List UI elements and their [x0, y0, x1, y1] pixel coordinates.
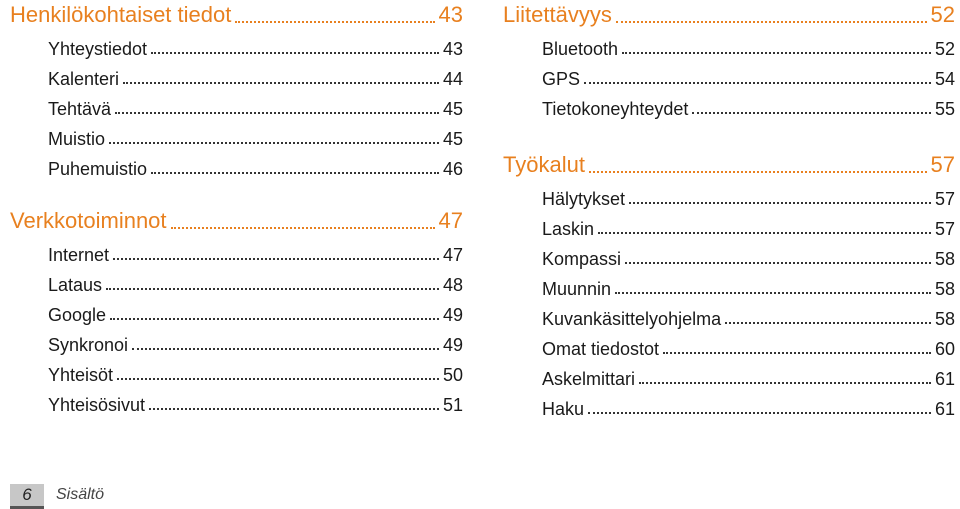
toc-entry[interactable]	[10, 124, 463, 154]
toc-entry-title: Kompassi	[542, 249, 622, 269]
toc-entry-title: Muistio	[48, 129, 106, 149]
toc-entry-title: Synkronoi	[48, 335, 129, 355]
toc-entry-title: Lataus	[48, 275, 103, 295]
toc-entry-title: Kalenteri	[48, 69, 120, 89]
leader-dots	[584, 82, 931, 84]
toc-heading-page: 47	[438, 208, 463, 233]
leader-dots	[109, 142, 439, 144]
toc-entry[interactable]	[10, 94, 463, 124]
toc-entry[interactable]	[503, 364, 955, 394]
leader-dots	[110, 318, 439, 320]
toc-entry-title: Yhteisöt	[48, 365, 114, 385]
leader-dots	[106, 288, 439, 290]
toc-entry[interactable]	[503, 304, 955, 334]
leader-dots	[171, 227, 435, 229]
leader-dots	[117, 378, 439, 380]
leader-dots	[113, 258, 439, 260]
toc-entry-page: 60	[934, 339, 955, 359]
toc-left-column	[10, 0, 463, 420]
toc-entry[interactable]	[503, 244, 955, 274]
footer-label: Sisältö	[56, 486, 105, 503]
toc-entry-title: Haku	[542, 399, 585, 419]
toc-entry[interactable]	[503, 184, 955, 214]
leader-dots	[639, 382, 931, 384]
toc-entry[interactable]	[503, 34, 955, 64]
toc-entry[interactable]	[10, 34, 463, 64]
toc-entry-page: 50	[442, 365, 463, 385]
toc-entry-page: 47	[442, 245, 463, 265]
leader-dots	[629, 202, 931, 204]
toc-section-liitettavyys	[503, 0, 955, 124]
toc-entry[interactable]	[10, 64, 463, 94]
toc-entry-page: 43	[442, 39, 463, 59]
toc-entry[interactable]	[503, 64, 955, 94]
leader-dots	[616, 21, 927, 23]
page-number: 6	[22, 485, 32, 504]
leader-dots	[149, 408, 439, 410]
toc-right-column	[503, 0, 955, 424]
toc-entry[interactable]	[10, 270, 463, 300]
toc-entry-title: Yhteystiedot	[48, 39, 148, 59]
toc-heading-title: Verkkotoiminnot	[10, 208, 167, 233]
toc-heading[interactable]	[10, 206, 463, 240]
toc-entry[interactable]	[503, 274, 955, 304]
toc-entry-page: 49	[442, 335, 463, 355]
toc-section-verkkotoiminnot	[10, 206, 463, 420]
toc-entry-page: 61	[934, 369, 955, 389]
toc-entry-page: 44	[442, 69, 463, 89]
toc-entry-title: Tietokoneyhteydet	[542, 99, 689, 119]
leader-dots	[589, 171, 927, 173]
toc-entry[interactable]	[10, 330, 463, 360]
section-spacer	[503, 124, 955, 150]
toc-heading-page: 57	[930, 152, 955, 177]
leader-dots	[692, 112, 931, 114]
toc-entry-title: Yhteisösivut	[48, 395, 146, 415]
leader-dots	[235, 21, 434, 23]
toc-entry-page: 45	[442, 99, 463, 119]
toc-heading-title: Liitettävyys	[503, 2, 612, 27]
toc-entry-page: 61	[934, 399, 955, 419]
leader-dots	[123, 82, 439, 84]
toc-heading-title: Henkilökohtaiset tiedot	[10, 2, 232, 27]
toc-entry[interactable]	[10, 154, 463, 184]
toc-entry-title: Bluetooth	[542, 39, 619, 59]
leader-dots	[151, 52, 439, 54]
toc-entry[interactable]	[10, 300, 463, 330]
leader-dots	[625, 262, 931, 264]
toc-entry-title: Tehtävä	[48, 99, 112, 119]
toc-heading-page: 52	[930, 2, 955, 27]
section-spacer	[10, 184, 463, 206]
toc-entry[interactable]	[503, 214, 955, 244]
leader-dots	[588, 412, 931, 414]
leader-dots	[622, 52, 931, 54]
toc-entry-page: 58	[934, 309, 955, 329]
toc-entry[interactable]	[503, 334, 955, 364]
toc-entry-page: 51	[442, 395, 463, 415]
toc-entry-title: Muunnin	[542, 279, 612, 299]
leader-dots	[663, 352, 931, 354]
toc-entry-page: 54	[934, 69, 955, 89]
toc-entry-title: Puhemuistio	[48, 159, 148, 179]
toc-entry[interactable]	[503, 94, 955, 124]
toc-entry-title: Askelmittari	[542, 369, 636, 389]
toc-heading[interactable]	[503, 150, 955, 184]
leader-dots	[115, 112, 439, 114]
toc-entry-page: 55	[934, 99, 955, 119]
toc-entry[interactable]	[10, 360, 463, 390]
toc-entry-title: Laskin	[542, 219, 595, 239]
leader-dots	[725, 322, 931, 324]
toc-entry-title: GPS	[542, 69, 581, 89]
toc-entry-title: Hälytykset	[542, 189, 626, 209]
toc-entry[interactable]	[10, 390, 463, 420]
toc-entry-page: 49	[442, 305, 463, 325]
toc-entry-page: 52	[934, 39, 955, 59]
leader-dots	[151, 172, 439, 174]
leader-dots	[132, 348, 439, 350]
toc-section-tyokalut	[503, 150, 955, 424]
toc-heading-title: Työkalut	[503, 152, 585, 177]
toc-entry-title: Google	[48, 305, 107, 325]
leader-dots	[598, 232, 931, 234]
toc-heading[interactable]	[503, 0, 955, 34]
toc-entry-page: 48	[442, 275, 463, 295]
page-number-box	[10, 484, 44, 506]
page-footer	[10, 484, 104, 506]
toc-entry[interactable]	[10, 240, 463, 270]
toc-entry-page: 57	[934, 189, 955, 209]
toc-entry-page: 57	[934, 219, 955, 239]
toc-entry-page: 58	[934, 279, 955, 299]
toc-entry-title: Internet	[48, 245, 110, 265]
toc-entry-title: Kuvankäsittelyohjelma	[542, 309, 722, 329]
toc-heading-page: 43	[438, 2, 463, 27]
toc-entry-title: Omat tiedostot	[542, 339, 660, 359]
toc-entry-page: 58	[934, 249, 955, 269]
leader-dots	[615, 292, 931, 294]
toc-heading[interactable]	[10, 0, 463, 34]
toc-section-henkilokohtaiset-tiedot	[10, 0, 463, 184]
toc-entry[interactable]	[503, 394, 955, 424]
toc-entry-page: 45	[442, 129, 463, 149]
toc-entry-page: 46	[442, 159, 463, 179]
